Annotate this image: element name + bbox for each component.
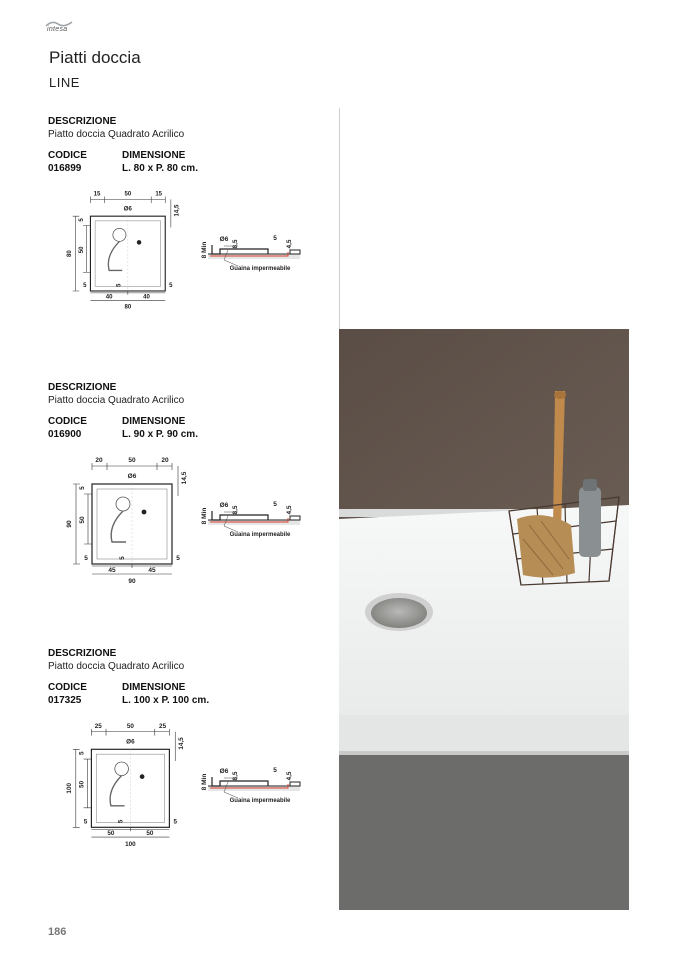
description-label: DESCRIZIONE xyxy=(48,648,117,659)
description-label: DESCRIZIONE xyxy=(48,382,117,393)
dim-side-small: 5 xyxy=(79,486,86,490)
section-h3: 4,5 xyxy=(286,505,293,515)
description-value: Piatto doccia Quadrato Acrilico xyxy=(48,395,185,406)
dim-top-right: 15 xyxy=(155,191,163,198)
dim-bottom-right-small: 5 xyxy=(173,818,178,826)
section-min: 8 Min xyxy=(201,773,208,791)
drain-outlet xyxy=(115,762,129,776)
section-h2: 5 xyxy=(273,501,277,508)
section-h1: 8,5 xyxy=(232,505,239,515)
code-value: 016899 xyxy=(48,163,82,174)
product-photo xyxy=(339,329,629,910)
membrane-label: Guaina impermeabile xyxy=(229,798,291,804)
section-h3: 4,5 xyxy=(286,239,293,249)
dim-top-mid: 50 xyxy=(124,191,132,198)
dimension-label: DIMENSIONE xyxy=(122,682,186,693)
code-label: CODICE xyxy=(48,150,87,161)
section-h2: 5 xyxy=(273,235,277,242)
description-label: DESCRIZIONE xyxy=(48,116,117,127)
plan-view xyxy=(66,723,185,848)
dimension-label: DIMENSIONE xyxy=(122,416,186,427)
section-view xyxy=(201,501,300,538)
bottom-dimension-line xyxy=(92,564,172,574)
brand-logo xyxy=(44,20,84,36)
dim-bottom-mid-small: 5 xyxy=(119,556,126,560)
dim-top-left: 25 xyxy=(94,722,102,730)
dim-side-total: 80 xyxy=(66,250,73,257)
section-drain: Ø6 xyxy=(219,502,229,509)
code-label: CODICE xyxy=(48,682,87,693)
section-h2: 5 xyxy=(273,767,277,774)
membrane-label: Guaina impermeabile xyxy=(229,532,291,538)
dim-top-left: 15 xyxy=(93,191,101,198)
dim-bottom-right-small: 5 xyxy=(176,555,180,562)
drain-pipe xyxy=(108,241,122,270)
dim-bottom-left: 50 xyxy=(107,830,115,838)
drain-outlet xyxy=(113,228,126,241)
dim-bottom-right-small: 5 xyxy=(169,283,173,290)
technical-drawing xyxy=(48,648,338,888)
section-min: 8 Min xyxy=(201,507,208,525)
dim-bottom-total: 100 xyxy=(125,840,136,848)
section-h3: 4,5 xyxy=(286,771,293,781)
membrane-label: Guaina impermeabile xyxy=(229,266,291,272)
dim-side-mid: 50 xyxy=(79,516,86,524)
section-h1: 8,5 xyxy=(232,771,239,781)
technical-drawing xyxy=(48,382,338,622)
plan-view xyxy=(66,457,188,585)
dim-bottom-left-small: 5 xyxy=(83,283,87,290)
dimension-label: DIMENSIONE xyxy=(122,150,186,161)
product-section xyxy=(48,116,338,356)
dim-top-right: 20 xyxy=(161,457,169,464)
dim-side-small: 5 xyxy=(78,751,86,755)
dim-top-mid: 50 xyxy=(126,722,134,730)
page-number: 186 xyxy=(48,926,67,938)
section-view xyxy=(201,767,300,804)
dim-drain: Ø6 xyxy=(123,206,132,213)
dim-side-mid: 50 xyxy=(78,246,85,254)
dim-bottom-total: 90 xyxy=(128,578,136,585)
tray-section xyxy=(212,245,268,254)
dim-bottom-left: 45 xyxy=(108,567,116,574)
description-value: Piatto doccia Quadrato Acrilico xyxy=(48,661,185,672)
dim-top-right: 25 xyxy=(159,722,167,730)
dim-top-left: 20 xyxy=(95,457,103,464)
dim-right-top: 14,5 xyxy=(174,204,181,217)
section-min: 8 Min xyxy=(201,241,208,259)
top-dimension-line xyxy=(92,463,172,470)
drain-hole xyxy=(137,240,141,244)
page-subtitle: LINE xyxy=(49,75,80,90)
product-section xyxy=(48,648,338,888)
page-title: Piatti doccia xyxy=(49,48,141,67)
brand-name: intesa xyxy=(47,26,68,33)
drain-pipe xyxy=(110,776,124,806)
code-value: 016900 xyxy=(48,429,82,440)
dim-bottom-left: 40 xyxy=(105,294,113,301)
plan-view xyxy=(67,192,181,311)
dim-bottom-left-small: 5 xyxy=(83,818,88,826)
dim-bottom-mid-small: 5 xyxy=(117,819,125,824)
tray-profile xyxy=(208,516,300,520)
floor-block xyxy=(208,254,300,259)
dimension-value: L. 90 x P. 90 cm. xyxy=(122,429,198,440)
floor-block xyxy=(208,520,300,525)
section-drain: Ø6 xyxy=(219,768,229,775)
dim-side-total: 90 xyxy=(66,520,73,528)
code-value: 017325 xyxy=(48,695,82,706)
floor-block xyxy=(208,786,300,791)
dim-right-top: 14,5 xyxy=(178,737,186,750)
bottom-dimension-line xyxy=(90,291,165,300)
product-section xyxy=(48,382,338,622)
dim-bottom-right: 50 xyxy=(146,830,154,838)
dim-drain: Ø6 xyxy=(126,738,135,746)
dim-side-total: 100 xyxy=(65,783,73,794)
section-h1: 8,5 xyxy=(232,239,239,249)
dimension-value: L. 80 x P. 80 cm. xyxy=(122,163,198,174)
column-divider xyxy=(339,108,340,330)
dim-bottom-left-small: 5 xyxy=(84,555,88,562)
drain-pipe xyxy=(111,511,126,542)
code-label: CODICE xyxy=(48,416,87,427)
drain-hole xyxy=(140,774,145,779)
section-view xyxy=(201,235,300,272)
dim-right-top: 14,5 xyxy=(181,471,188,485)
dim-bottom-right: 45 xyxy=(148,567,156,574)
drain-hole xyxy=(142,510,147,515)
dim-bottom-mid-small: 5 xyxy=(116,283,123,288)
tray-section xyxy=(212,511,268,520)
dimension-value: L. 100 x P. 100 cm. xyxy=(122,695,210,706)
tray-profile xyxy=(208,250,300,254)
dim-side-small: 5 xyxy=(78,218,85,222)
description-value: Piatto doccia Quadrato Acrilico xyxy=(48,129,185,140)
tray-section xyxy=(212,777,268,786)
technical-drawing xyxy=(48,116,338,356)
dim-bottom-right: 40 xyxy=(143,294,150,301)
dim-bottom-total: 80 xyxy=(124,304,132,311)
dim-side-mid: 50 xyxy=(78,780,86,788)
dim-drain: Ø6 xyxy=(127,473,137,480)
bottom-dimension-line xyxy=(91,827,169,837)
drain-outlet xyxy=(116,497,130,511)
section-drain: Ø6 xyxy=(219,236,229,243)
tray-profile xyxy=(208,782,300,786)
dim-top-mid: 50 xyxy=(128,457,136,464)
